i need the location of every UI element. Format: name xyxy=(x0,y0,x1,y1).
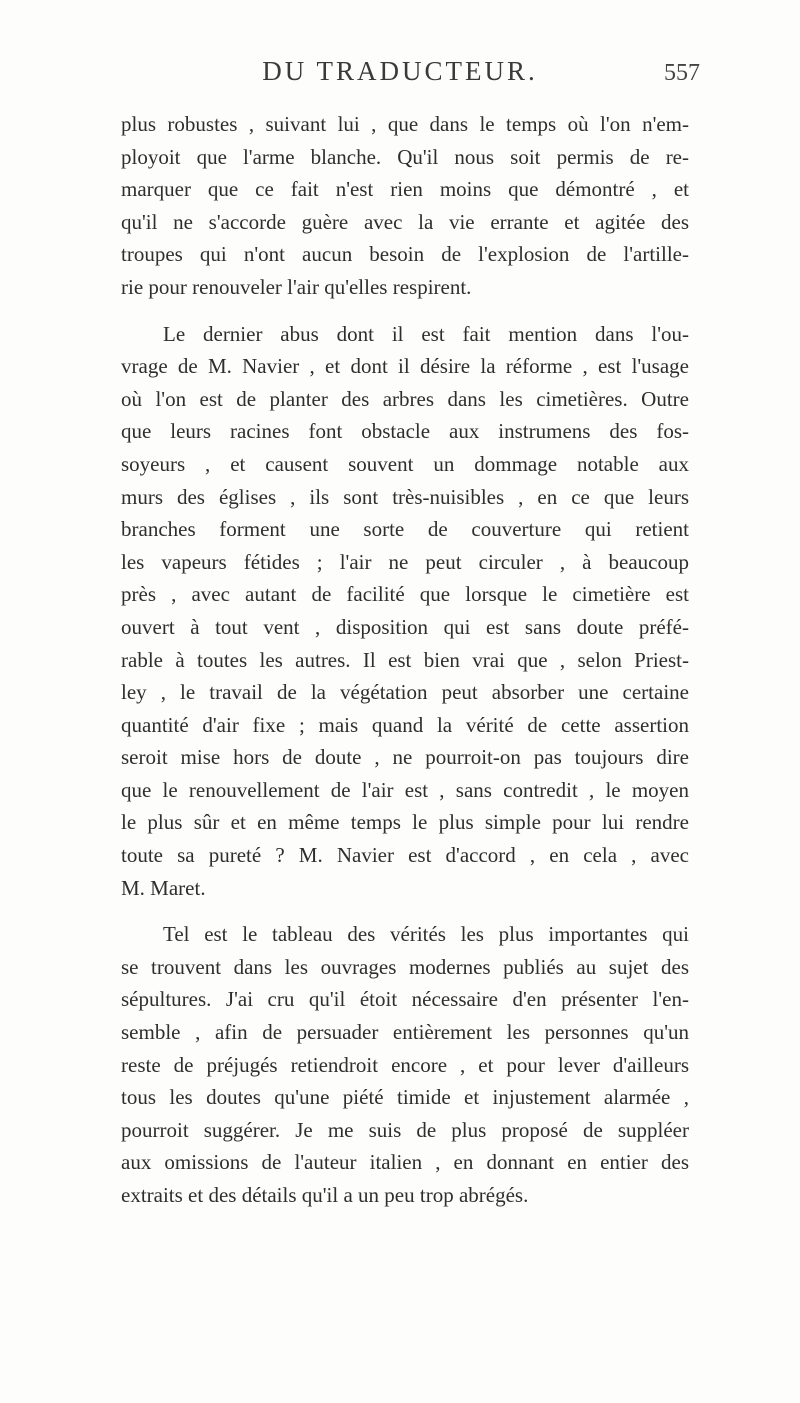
text-line: où l'on est de planter des arbres dans les cimetières. Outre xyxy=(121,386,689,411)
text-line: toute sa pureté ? M. Navier est d'accord , en cela , avec xyxy=(121,843,689,868)
text-line: rie pour renouveler l'air qu'elles respirent. xyxy=(121,274,472,299)
text-line: vrage de M. Navier , et dont il désire la réforme , est l'usage xyxy=(121,354,689,379)
paragraph xyxy=(121,918,689,1211)
running-title: DU TRADUCTEUR. xyxy=(262,56,538,86)
text-line: qu'il ne s'accorde guère avec la vie errante et agitée des xyxy=(121,209,689,234)
text-line: tous les doutes qu'une piété timide et injustement alarmée , xyxy=(121,1085,689,1110)
text-line: se trouvent dans les ouvrages modernes publiés au sujet des xyxy=(121,954,689,979)
text-line: aux omissions de l'auteur italien , en donnant en entier des xyxy=(121,1150,689,1175)
text-line: ouvert à tout vent , disposition qui est sans doute préfé- xyxy=(121,614,689,639)
text-line: M. Maret. xyxy=(121,875,206,900)
paragraph xyxy=(121,108,689,304)
text-line: que leurs racines font obstacle aux instrumens des fos- xyxy=(121,419,689,444)
text-line: sépultures. J'ai cru qu'il étoit nécessaire d'en présenter l'en- xyxy=(121,987,689,1012)
text-line: que le renouvellement de l'air est , sans contredit , le moyen xyxy=(121,777,689,802)
text-line: soyeurs , et causent souvent un dommage notable aux xyxy=(121,451,689,476)
text-line: pourroit suggérer. Je me suis de plus proposé de suppléer xyxy=(121,1117,689,1142)
page-header xyxy=(120,56,700,96)
text-line: semble , afin de persuader entièrement les personnes qu'un xyxy=(121,1020,689,1045)
paragraph-gap xyxy=(121,304,689,318)
text-line: quantité d'air fixe ; mais quand la vérité de cette assertion xyxy=(121,712,689,737)
text-line: seroit mise hors de doute , ne pourroit-on pas toujours dire xyxy=(121,745,689,770)
text-line: plus robustes , suivant lui , que dans le temps où l'on n'em- xyxy=(121,112,689,136)
text-line: ployoit que l'arme blanche. Qu'il nous soit permis de re- xyxy=(121,144,689,169)
text-line: ley , le travail de la végétation peut absorber une certaine xyxy=(121,680,689,705)
text-line: murs des églises , ils sont très-nuisibles , en ce que leurs xyxy=(121,484,689,509)
body-text xyxy=(121,108,689,1212)
text-line: près , avec autant de facilité que lorsque le cimetière est xyxy=(121,582,689,607)
text-line: extraits et des détails qu'il a un peu trop abrégés. xyxy=(121,1183,529,1207)
text-line: les vapeurs fétides ; l'air ne peut circuler , à beaucoup xyxy=(121,549,689,574)
text-line: marquer que ce fait n'est rien moins que démontré , et xyxy=(121,177,689,202)
text-line: branches forment une sorte de couverture qui retient xyxy=(121,517,689,542)
page-number: 557 xyxy=(664,60,700,86)
text-line: troupes qui n'ont aucun besoin de l'explosion de l'artille- xyxy=(121,242,689,267)
text-line: Tel est le tableau des vérités les plus importantes qui xyxy=(163,922,689,947)
paragraph xyxy=(121,318,689,905)
text-line: rable à toutes les autres. Il est bien vrai que , selon Priest- xyxy=(121,647,689,672)
text-line: Le dernier abus dont il est fait mention dans l'ou- xyxy=(163,321,689,346)
text-line: reste de préjugés retiendroit encore , et pour lever d'ailleurs xyxy=(121,1052,689,1077)
text-line: le plus sûr et en même temps le plus simple pour lui rendre xyxy=(121,810,689,835)
paragraph-gap xyxy=(121,904,689,918)
